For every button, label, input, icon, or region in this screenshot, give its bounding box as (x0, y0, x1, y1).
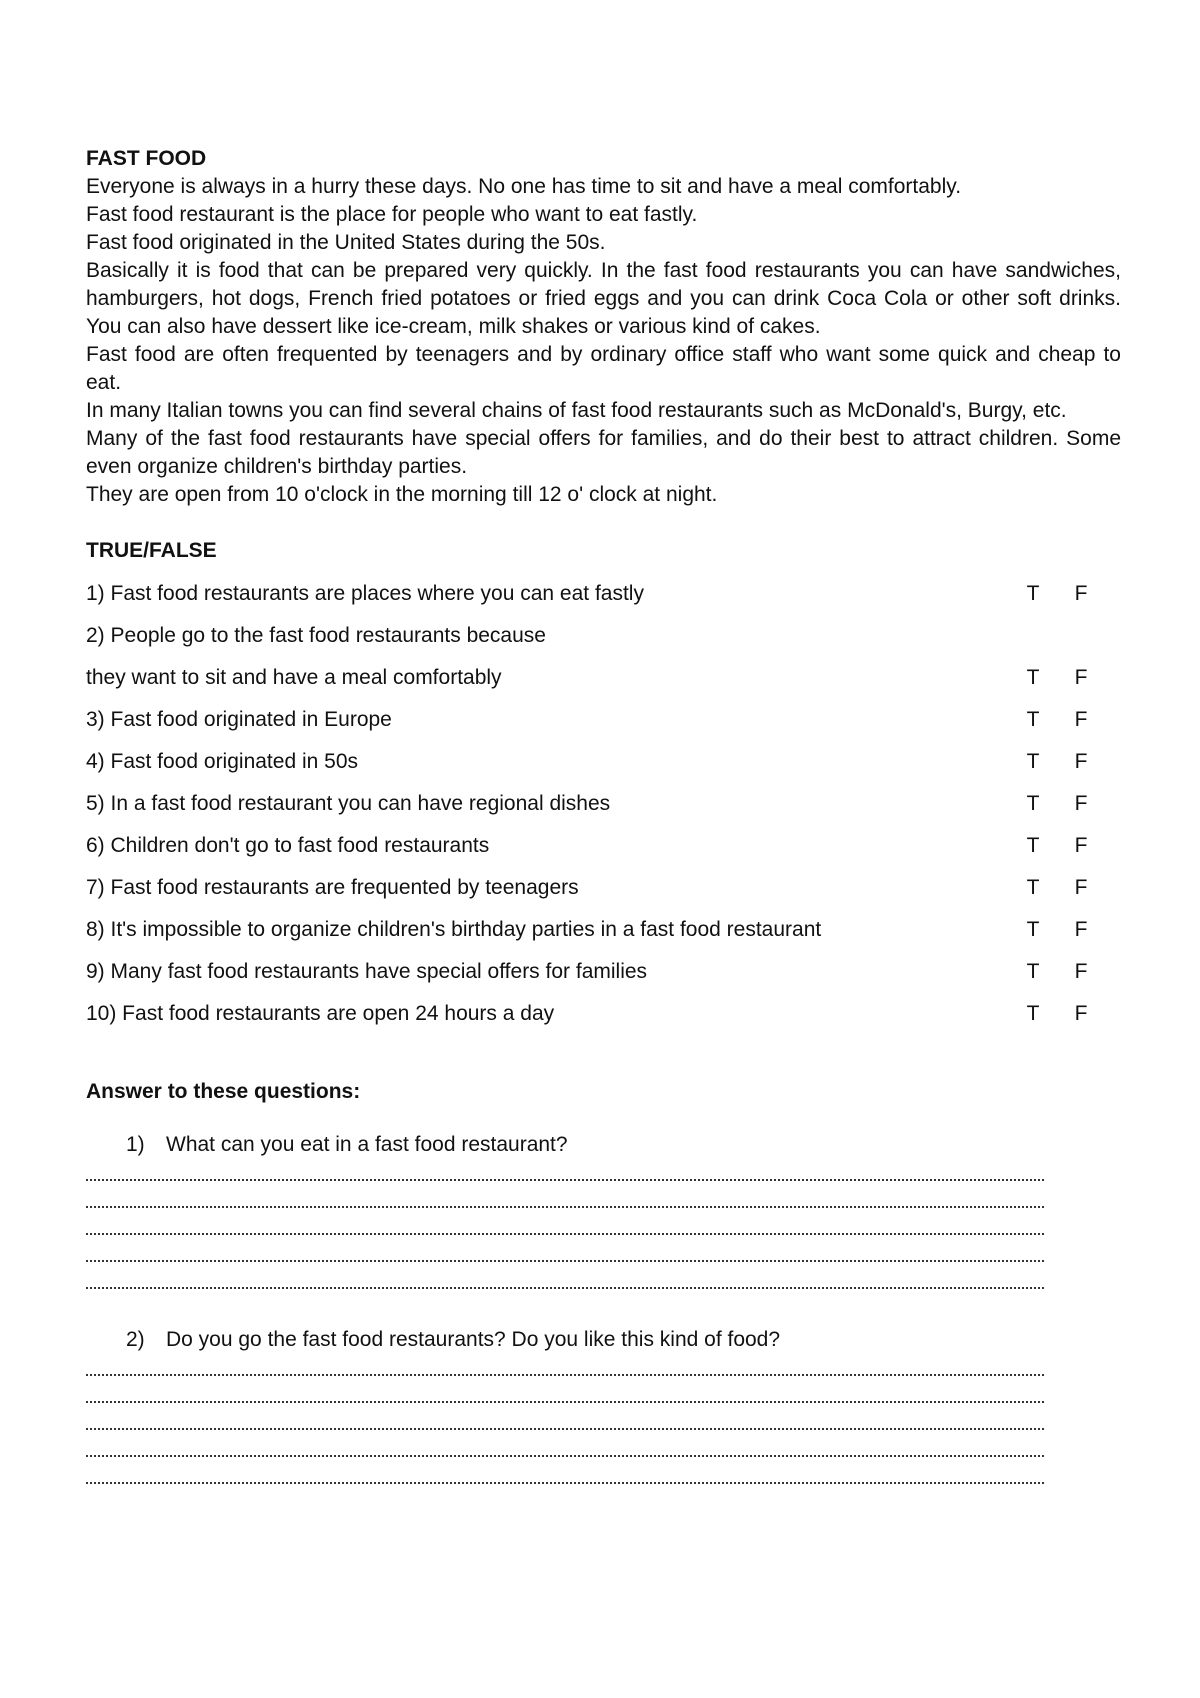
false-option[interactable]: F (1074, 708, 1088, 731)
true-false-item (86, 573, 1121, 615)
true-option[interactable]: T (1026, 792, 1040, 815)
false-option[interactable]: F (1074, 750, 1088, 773)
paragraph: Fast food restaurant is the place for people who want to eat fastly. (86, 203, 698, 226)
statement-text: 9) Many fast food restaurants have special offers for families (86, 960, 648, 983)
true-option[interactable]: T (1026, 834, 1040, 857)
true-option[interactable]: T (1026, 666, 1040, 689)
true-option[interactable]: T (1026, 1002, 1040, 1025)
true-false-list (86, 573, 1121, 1035)
true-false-item (86, 615, 1121, 657)
statement-text: 1) Fast food restaurants are places where you can eat fastly (86, 582, 644, 605)
paragraph: In many Italian towns you can find several chains of fast food restaurants such as McDonald's, Burgy, etc. (86, 399, 1067, 422)
true-option[interactable]: T (1026, 708, 1040, 731)
paragraph: Fast food originated in the United States during the 50s. (86, 231, 606, 254)
statement-text: they want to sit and have a meal comfortably (86, 666, 502, 689)
false-option[interactable]: F (1074, 876, 1088, 899)
false-option[interactable]: F (1074, 582, 1088, 605)
question-block (86, 1130, 1121, 1295)
paragraph: They are open from 10 o'clock in the morning till 12 o' clock at night. (86, 483, 718, 506)
false-option[interactable]: F (1074, 1002, 1088, 1025)
statement-text: 8) It's impossible to organize children's birthday parties in a fast food restaurant (86, 918, 822, 941)
question-number: 2) (126, 1328, 145, 1351)
true-option[interactable]: T (1026, 918, 1040, 941)
answer-line[interactable] (86, 1241, 1044, 1268)
statement-text: 10) Fast food restaurants are open 24 hours a day (86, 1002, 555, 1025)
false-option[interactable]: F (1074, 960, 1088, 983)
statement-text: 4) Fast food originated in 50s (86, 750, 358, 773)
question (86, 1130, 1121, 1160)
question (86, 1325, 1121, 1355)
false-option[interactable]: F (1074, 918, 1088, 941)
true-false-item (86, 909, 1121, 951)
true-option[interactable]: T (1026, 582, 1040, 605)
false-option[interactable]: F (1074, 834, 1088, 857)
question-text: Do you go the fast food restaurants? Do you like this kind of food? (166, 1328, 781, 1351)
true-option[interactable]: T (1026, 876, 1040, 899)
question-block (86, 1325, 1121, 1490)
answer-line[interactable] (86, 1409, 1044, 1436)
answer-area[interactable] (86, 1355, 1121, 1490)
reading-text (86, 173, 1121, 509)
true-false-title: TRUE/FALSE (86, 539, 217, 562)
paragraph: Fast food are often frequented by teenagers and by ordinary office staff who want some quick and cheap to eat. (86, 343, 1121, 394)
false-option[interactable]: F (1074, 792, 1088, 815)
true-false-item (86, 951, 1121, 993)
statement-text: 5) In a fast food restaurant you can have regional dishes (86, 792, 611, 815)
true-false-item (86, 741, 1121, 783)
true-false-item (86, 993, 1121, 1035)
question-number: 1) (126, 1133, 145, 1156)
questions-title: Answer to these questions: (86, 1080, 361, 1103)
page-title: FAST FOOD (86, 147, 207, 170)
true-false-item (86, 657, 1121, 699)
answer-line[interactable] (86, 1214, 1044, 1241)
paragraph: Basically it is food that can be prepared very quickly. In the fast food restaurants you can have sandwiches, hamburgers, hot dogs, French fried potatoes or fried eggs and you can drink Coca Cola or other soft drinks. You can also have dessert like ice-cream, milk shakes or various kind of cakes. (86, 259, 1121, 338)
answer-line[interactable] (86, 1463, 1044, 1490)
true-option[interactable]: T (1026, 960, 1040, 983)
statement-text: 2) People go to the fast food restaurants because (86, 624, 546, 647)
true-false-item (86, 825, 1121, 867)
paragraph: Everyone is always in a hurry these days. No one has time to sit and have a meal comfortably. (86, 175, 962, 198)
answer-line[interactable] (86, 1436, 1044, 1463)
true-option[interactable]: T (1026, 750, 1040, 773)
paragraph: Many of the fast food restaurants have special offers for families, and do their best to attract children. Some even organize children's birthday parties. (86, 427, 1121, 478)
answer-line[interactable] (86, 1187, 1044, 1214)
question-text: What can you eat in a fast food restaurant? (166, 1133, 568, 1156)
answer-line[interactable] (86, 1160, 1044, 1187)
worksheet (86, 145, 1121, 1490)
answer-line[interactable] (86, 1382, 1044, 1409)
false-option[interactable]: F (1074, 666, 1088, 689)
statement-text: 3) Fast food originated in Europe (86, 708, 392, 731)
true-false-item (86, 783, 1121, 825)
answer-line[interactable] (86, 1268, 1044, 1295)
answer-line[interactable] (86, 1355, 1044, 1382)
statement-text: 7) Fast food restaurants are frequented by teenagers (86, 876, 579, 899)
true-false-item (86, 699, 1121, 741)
answer-area[interactable] (86, 1160, 1121, 1295)
statement-text: 6) Children don't go to fast food restaurants (86, 834, 490, 857)
true-false-item (86, 867, 1121, 909)
